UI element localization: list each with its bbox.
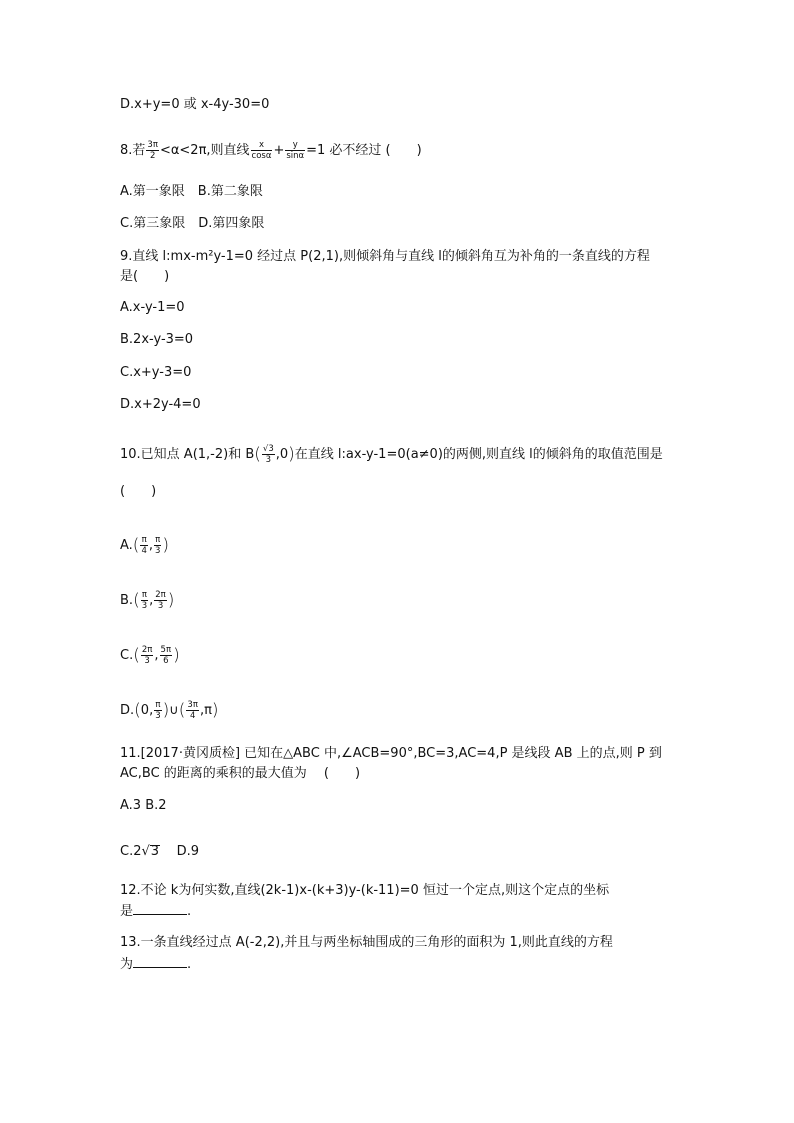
q10-option-d: D.(0, $\frac{\pi}{3}$ )∪( $\frac{3\pi}{4}$ ,π)	[120, 700, 219, 721]
q11-option-c: C.2	[120, 844, 142, 859]
q8-options-row1	[120, 183, 263, 201]
q8-stem-prefix: 8.若	[120, 143, 146, 158]
q10-a-frac2: $\frac{\pi}{3}$	[155, 535, 161, 556]
q10-d-frac1: $\frac{\pi}{3}$	[155, 700, 161, 721]
q10-b-frac: $\frac{√3}{3}$	[262, 444, 274, 465]
q9-option-d-text: D.x+2y-4=0	[120, 397, 201, 412]
q9-option-c-text: C.x+y-3=0	[120, 365, 192, 380]
q10-stem-prefix: 10.已知点 A(1,-2)和 B	[120, 447, 255, 462]
q8-stem-suffix: =1 必不经过 ( )	[306, 143, 422, 158]
q10-stem-suffix: 在直线 l:ax-y-1=0(a≠0)的两侧,则直线 l的倾斜角的取值范围是	[294, 447, 663, 462]
q11-options-ab: A.3 B.2	[120, 798, 167, 813]
q10-paren-line	[120, 483, 156, 501]
q7-option-d	[120, 96, 269, 114]
q10-c-frac1: $\frac{2\pi}{3}$	[141, 645, 153, 666]
q10-a-frac1: $\frac{\pi}{4}$	[141, 535, 147, 556]
q10-option-b: B.( $\frac{\pi}{3}$ , $\frac{2\pi}{3}$ )	[120, 590, 175, 611]
q9-option-b-text: B.2x-y-3=0	[120, 332, 194, 347]
q8-options-ab: A.第一象限 B.第二象限	[120, 184, 263, 199]
q8-frac-x: $\frac{x}{\cos\alpha}$	[251, 140, 272, 161]
q11-options-row2: C.2√3 D.9	[120, 844, 200, 859]
q8-frac-y: $\frac{y}{\sin\alpha}$	[286, 140, 305, 161]
q13-stem-text1: 13.一条直线经过点 A(-2,2),并且与两坐标轴围成的三角形的面积为 1,则此直线的方程	[120, 935, 613, 950]
q11-option-c-sqrt: 3	[150, 844, 160, 859]
q13-answer-blank[interactable]	[133, 955, 187, 968]
q12-stem-line2: 是 .	[120, 904, 192, 919]
q8-options-row2	[120, 215, 264, 233]
q10-paren: ( )	[120, 484, 157, 499]
q10-stem: 10.已知点 A(1,-2)和 B( $\frac{√3}{3}$ ,0)在直线 l:ax-y-1=0(a≠0)的两侧,则直线 l的倾斜角的取值范围是	[120, 444, 663, 465]
q8-frac-3pi-2: $\frac{3\pi}{2}$	[147, 140, 158, 161]
q9-stem-text1: 9.直线 l:mx-m²y-1=0 经过点 P(2,1),则倾斜角与直线 l的倾斜角互为补角的一条直线的方程	[120, 249, 650, 264]
q10-b-rest: ,0	[275, 447, 289, 462]
q8-options-cd: C.第三象限 D.第四象限	[120, 216, 265, 231]
q11-option-d: D.9	[176, 844, 200, 859]
q8-plus: +	[273, 143, 285, 158]
q13-stem-line2: 为 .	[120, 957, 192, 972]
q12-stem-line1	[120, 882, 609, 900]
q11-stem-line2	[120, 765, 360, 783]
q9-option-c	[120, 364, 191, 382]
q9-option-b	[120, 331, 193, 349]
q9-stem-line2	[120, 268, 169, 286]
q12-answer-blank[interactable]	[133, 902, 187, 915]
q9-option-a	[120, 299, 185, 317]
q10-b-frac2: $\frac{2\pi}{3}$	[155, 590, 166, 611]
q10-c-frac2: $\frac{5\pi}{6}$	[160, 645, 172, 666]
q11-stem-text1: 11.[2017·黄冈质检] 已知在△ABC 中,∠ACB=90°,BC=3,AC=4,P 是线段 AB 上的点,则 P 到	[120, 746, 662, 761]
q9-option-d	[120, 396, 201, 414]
q12-stem-text1: 12.不论 k为何实数,直线(2k-1)x-(k+3)y-(k-11)=0 恒过一个定点,则这个定点的坐标	[120, 883, 610, 898]
q10-d-frac2: $\frac{3\pi}{4}$	[187, 700, 198, 721]
q9-option-a-text: A.x-y-1=0	[120, 300, 185, 315]
q8-stem	[120, 140, 422, 161]
q13-stem-line1	[120, 934, 613, 952]
q11-stem-line1	[120, 745, 662, 763]
q11-options-row1	[120, 797, 167, 815]
q8-range: <α<2π,则直线	[159, 143, 250, 158]
q9-stem-text2: 是( )	[120, 269, 170, 284]
q10-option-a: A.( $\frac{\pi}{4}$ , $\frac{\pi}{3}$ )	[120, 535, 170, 556]
q10-option-c: C.( $\frac{2\pi}{3}$ , $\frac{5\pi}{6}$ )	[120, 645, 180, 666]
q10-b-frac1: $\frac{\pi}{3}$	[141, 590, 148, 611]
q9-stem-line1	[120, 248, 650, 266]
q11-stem-text2: AC,BC 的距离的乘积的最大值为 ( )	[120, 766, 361, 781]
q7-option-d-text: D.x+y=0 或 x-4y-30=0	[120, 97, 270, 112]
